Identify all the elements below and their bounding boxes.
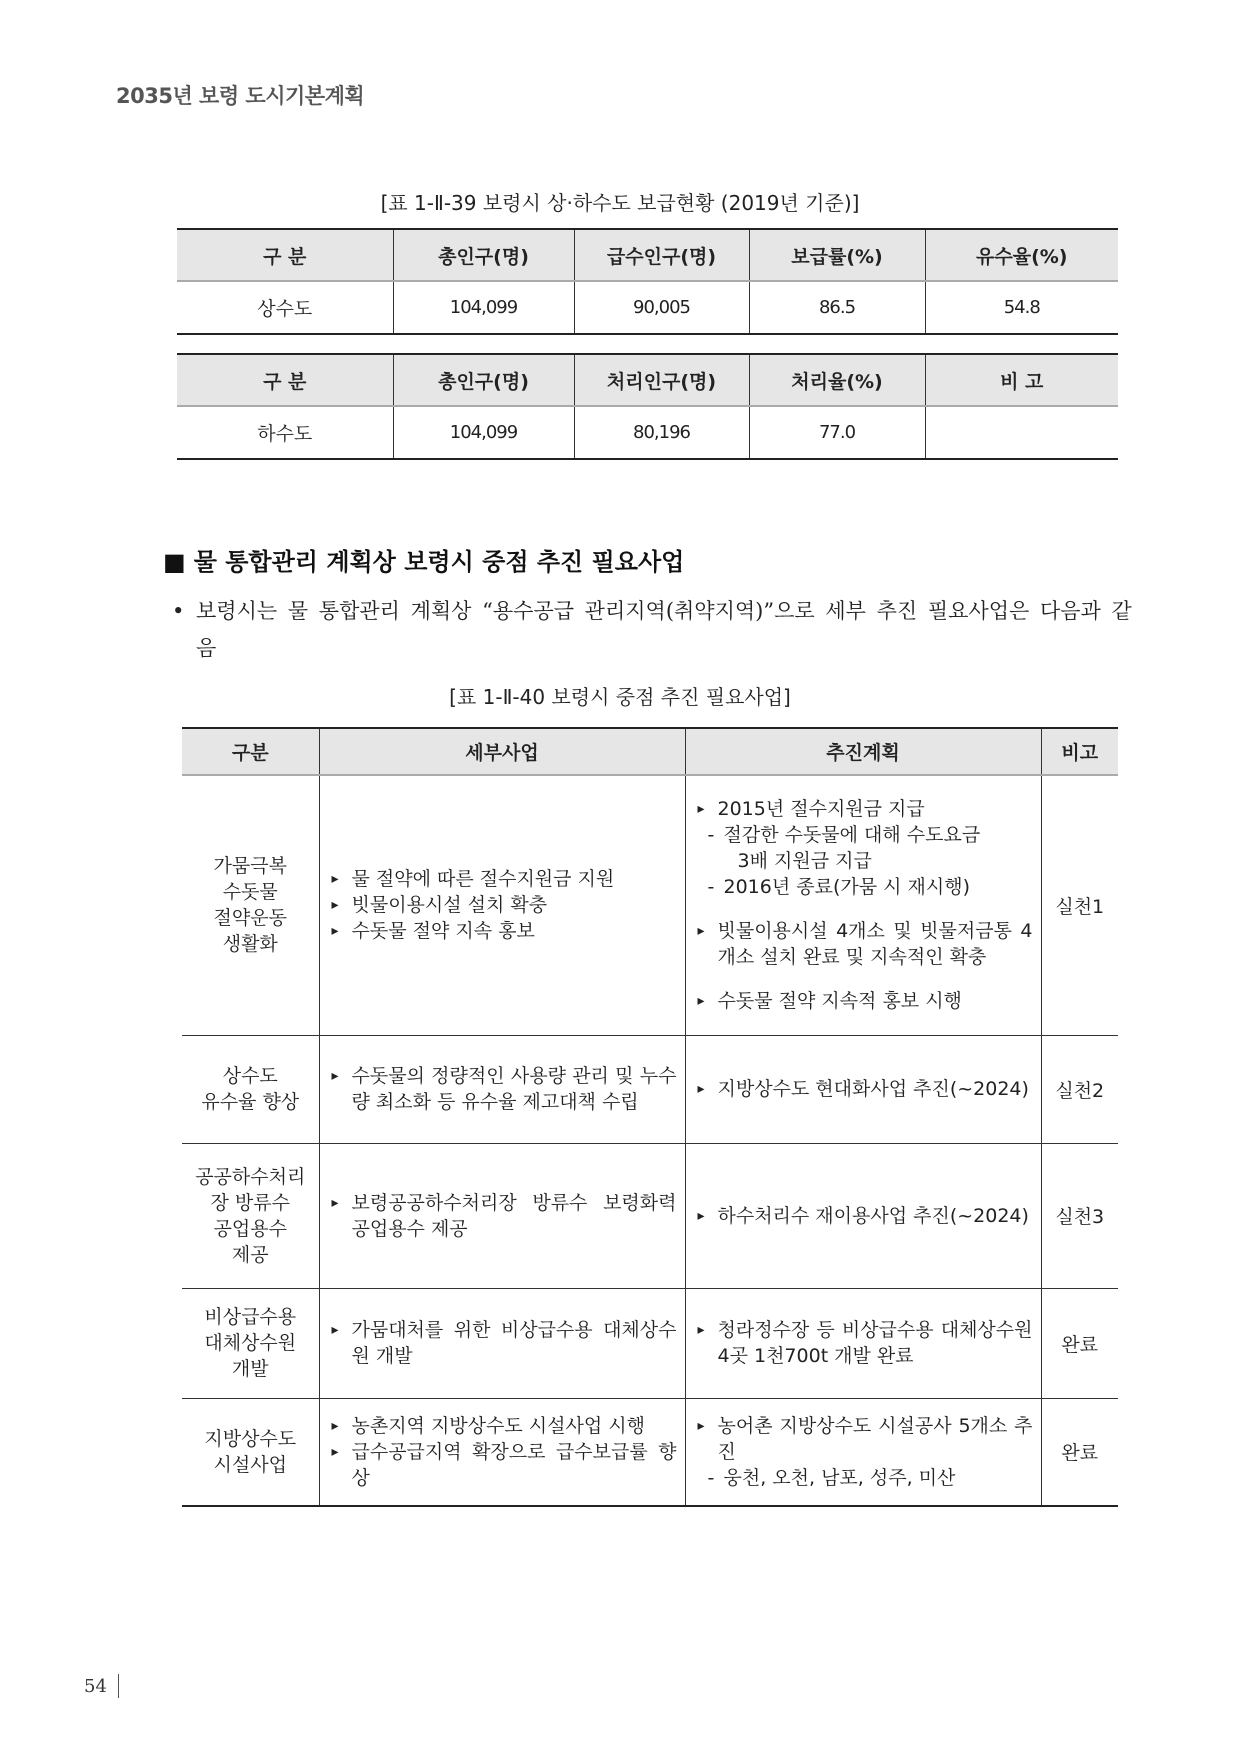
page-number: 54 [84,1676,107,1697]
cell-category: 하수도 [177,406,393,459]
header-category: 구 분 [177,354,393,406]
cell-note: 실천2 [1041,1035,1118,1143]
category-line: 상수도 [222,1065,278,1087]
list-item: ▸ 2015년 절수지원금 지급 [698,796,1033,822]
section-title [163,542,684,577]
list-item: - 2016년 종료(가뭄 시 재시행) [698,874,1033,900]
header-detail-projects: 세부사업 [319,728,685,775]
table-row [182,1035,1118,1143]
table-row [182,1143,1118,1288]
cell-category: 상수도 [177,281,393,334]
list-item: ▸ 농촌지역 지방상수도 시설사업 시행 [332,1413,677,1439]
running-header: 2035년 보령 도시기본계획 [116,84,365,108]
header-category: 구분 [182,728,319,775]
cell-category [182,1398,319,1506]
cell-treatment-rate: 77.0 [749,406,925,459]
category-line: 가뭄극복 [213,855,287,878]
table-row [177,406,1118,459]
sewage-table [177,353,1118,460]
category-line: 개발 [231,1358,269,1380]
table-row [177,281,1118,334]
cell-served-population: 90,005 [574,281,749,334]
list-item: ▸ 수돗물 절약 지속적 홍보 시행 [698,988,1033,1014]
category-line: 절약운동 [213,907,287,930]
category-line: 장 방류수 [210,1191,290,1214]
list-item: ▸ 급수공급지역 확장으로 급수보급률 향상 [332,1439,677,1491]
list-item: ▸ 하수처리수 재이용사업 추진(~2024) [698,1203,1033,1229]
header-remarks: 비 고 [925,354,1118,406]
category-line: 시설사업 [213,1453,287,1476]
header-revenue-water-rate: 유수율(%) [925,229,1118,281]
cell-plans [685,1143,1041,1288]
water-supply-table [177,228,1118,335]
list-item: ▸ 수돗물 절약 지속 홍보 [332,918,677,944]
cell-category [182,1288,319,1398]
category-line: 비상급수용 [204,1306,297,1328]
header-treatment-rate: 처리율(%) [749,354,925,406]
list-item: ▸ 가뭄대처를 위한 비상급수용 대체상수원 개발 [332,1317,677,1369]
cell-details [319,1288,685,1398]
cell-total-population: 104,099 [393,281,574,334]
cell-details [319,775,685,1035]
category-line: 공공하수처리 [195,1165,306,1188]
cell-plans [685,1398,1041,1506]
category-line: 공업용수 [213,1217,287,1240]
cell-supply-rate: 86.5 [749,281,925,334]
table-header-row [182,728,1118,775]
list-item: ▸ 청라정수장 등 비상급수용 대체상수원 4곳 1천700t 개발 완료 [698,1317,1033,1369]
list-item: ▸ 지방상수도 현대화사업 추진(~2024) [698,1076,1033,1102]
paragraph-text: 보령시는 물 통합관리 계획상 “용수공급 관리지역(취약지역)”으로 세부 추진 필요사업은 다음과 같음 [196,599,1132,660]
cell-note: 완료 [1041,1288,1118,1398]
cell-plans [685,775,1041,1035]
cell-plans [685,1035,1041,1143]
list-item: ▸ 보령공공하수처리장 방류수 보령화력 공업용수 제공 [332,1190,677,1242]
category-line: 지방상수도 [204,1427,297,1450]
section-title-text: 물 통합관리 계획상 보령시 중점 추진 필요사업 [193,548,685,576]
list-item: ▸ 물 절약에 따른 절수지원금 지원 [332,866,677,892]
header-action-plan: 추진계획 [685,728,1041,775]
category-line: 생활화 [222,933,278,956]
header-remarks: 비고 [1041,728,1118,775]
cell-details [319,1035,685,1143]
list-item: ▸ 수돗물의 정량적인 사용량 관리 및 누수량 최소화 등 유수율 제고대책 수립 [332,1063,677,1115]
cell-category [182,1035,319,1143]
list-item: - 절감한 수돗물에 대해 수도요금 [698,822,1033,848]
table-header-row [177,354,1118,406]
table1-caption: [표 1-Ⅱ-39 보령시 상·하수도 보급현황 (2019년 기준)] [380,191,860,215]
cell-note: 완료 [1041,1398,1118,1506]
cell-details [319,1143,685,1288]
table-row [182,775,1118,1035]
bullet-dot-icon: • [172,599,185,623]
header-served-population: 급수인구(명) [574,229,749,281]
table2-caption: [표 1-Ⅱ-40 보령시 중점 추진 필요사업] [449,685,791,709]
cell-revenue-water-rate: 54.8 [925,281,1118,334]
table-row [182,1288,1118,1398]
cell-category [182,1143,319,1288]
list-item: ▸ 농어촌 지방상수도 시설공사 5개소 추진 [698,1413,1033,1465]
cell-plans [685,1288,1041,1398]
list-item: ▸ 빗물이용시설 4개소 및 빗물저금통 4개소 설치 완료 및 지속적인 확충 [698,918,1033,970]
cell-category [182,775,319,1035]
cell-details [319,1398,685,1506]
category-line: 대체상수원 [204,1332,297,1354]
list-item: - 웅천, 오천, 남포, 성주, 미산 [698,1465,1033,1491]
cell-note: 실천1 [1041,775,1118,1035]
header-supply-rate: 보급률(%) [749,229,925,281]
table-header-row [177,229,1118,281]
header-category: 구 분 [177,229,393,281]
category-line: 제공 [231,1243,269,1266]
header-total-population: 총인구(명) [393,229,574,281]
square-bullet-icon: ■ [163,548,186,576]
category-line: 유수율 향상 [201,1091,300,1113]
list-item: ▸ 빗물이용시설 설치 확충 [332,892,677,918]
table-row [182,1398,1118,1506]
header-treated-population: 처리인구(명) [574,354,749,406]
bullet-paragraph [172,593,1132,667]
cell-note: 실천3 [1041,1143,1118,1288]
category-line: 수돗물 [222,881,278,904]
key-projects-table [182,727,1118,1507]
page-number-divider [118,1674,119,1698]
cell-treated-population: 80,196 [574,406,749,459]
cell-remarks [925,406,1118,459]
header-total-population: 총인구(명) [393,354,574,406]
cell-total-population: 104,099 [393,406,574,459]
list-item: 3배 지원금 지급 [737,850,872,873]
